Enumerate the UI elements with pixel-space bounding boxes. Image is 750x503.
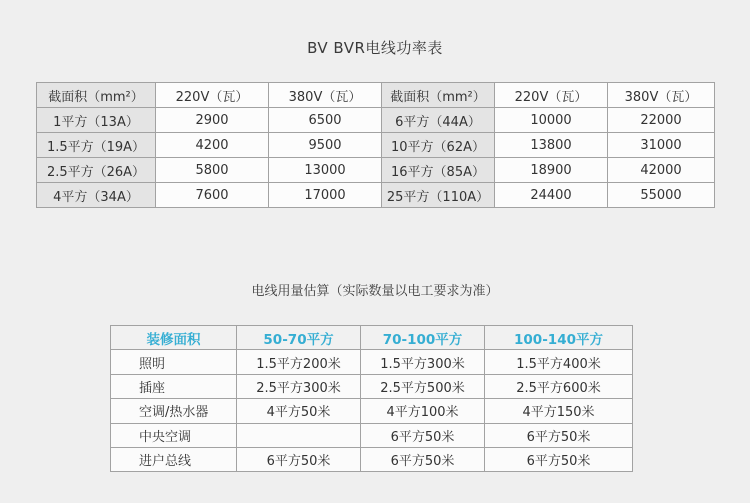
table-row	[111, 374, 633, 398]
table-row	[111, 350, 633, 374]
power-table-header-cell: 380V（瓦）	[269, 83, 382, 108]
usage-table-header-cell: 100-140平方	[485, 326, 633, 350]
usage-table	[110, 325, 633, 472]
usage-table-header-cell: 50-70平方	[237, 326, 361, 350]
power-table-cell: 13800	[495, 133, 608, 158]
table-row	[111, 326, 633, 350]
table-row	[37, 83, 715, 108]
usage-table-cell: 6平方50米	[361, 447, 485, 471]
power-table-cell: 22000	[608, 108, 715, 133]
usage-table-cell: 1.5平方300米	[361, 350, 485, 374]
power-table-cell: 18900	[495, 158, 608, 183]
usage-table-cell: 6平方50米	[361, 423, 485, 447]
power-table-cell: 31000	[608, 133, 715, 158]
table-row	[37, 158, 715, 183]
power-table-cell: 4平方（34A）	[37, 183, 156, 208]
power-table-header-cell: 220V（瓦）	[156, 83, 269, 108]
usage-table-cell: 中央空调	[111, 423, 237, 447]
usage-table-header-cell: 装修面积	[111, 326, 237, 350]
usage-table-cell: 6平方50米	[485, 447, 633, 471]
usage-table-cell: 空调/热水器	[111, 399, 237, 423]
power-table-cell: 25平方（110A）	[382, 183, 495, 208]
table-row	[111, 423, 633, 447]
usage-table-cell	[237, 423, 361, 447]
usage-table-cell: 插座	[111, 374, 237, 398]
power-table-cell: 2900	[156, 108, 269, 133]
power-table-cell: 2.5平方（26A）	[37, 158, 156, 183]
power-table-header-cell: 220V（瓦）	[495, 83, 608, 108]
usage-table-cell: 6平方50米	[237, 447, 361, 471]
power-table-cell: 7600	[156, 183, 269, 208]
usage-table-cell: 1.5平方200米	[237, 350, 361, 374]
table-row	[37, 108, 715, 133]
usage-table-cell: 2.5平方500米	[361, 374, 485, 398]
usage-table-header-cell: 70-100平方	[361, 326, 485, 350]
table-row	[37, 133, 715, 158]
power-table-cell: 16平方（85A）	[382, 158, 495, 183]
usage-table-cell: 照明	[111, 350, 237, 374]
power-table-cell: 42000	[608, 158, 715, 183]
power-table-cell: 13000	[269, 158, 382, 183]
usage-table-cell: 2.5平方300米	[237, 374, 361, 398]
power-table-cell: 6500	[269, 108, 382, 133]
power-table-cell: 55000	[608, 183, 715, 208]
page-title: BV BVR电线功率表	[307, 39, 443, 57]
power-table-header-cell: 截面积（mm²）	[382, 83, 495, 108]
power-table-cell: 1平方（13A）	[37, 108, 156, 133]
power-table-cell: 24400	[495, 183, 608, 208]
table-row	[111, 399, 633, 423]
power-table-cell: 5800	[156, 158, 269, 183]
usage-table-cell: 2.5平方600米	[485, 374, 633, 398]
power-table	[36, 82, 715, 208]
power-table-header-cell: 截面积（mm²）	[37, 83, 156, 108]
power-table-cell: 1.5平方（19A）	[37, 133, 156, 158]
table-row	[37, 183, 715, 208]
usage-table-cell: 6平方50米	[485, 423, 633, 447]
power-table-cell: 6平方（44A）	[382, 108, 495, 133]
power-table-cell: 17000	[269, 183, 382, 208]
power-table-cell: 10平方（62A）	[382, 133, 495, 158]
usage-table-cell: 进户总线	[111, 447, 237, 471]
usage-table-caption: 电线用量估算（实际数量以电工要求为准）	[251, 284, 499, 299]
usage-table-cell: 4平方100米	[361, 399, 485, 423]
usage-table-cell: 4平方150米	[485, 399, 633, 423]
usage-table-cell: 1.5平方400米	[485, 350, 633, 374]
table-row	[111, 447, 633, 471]
power-table-cell: 10000	[495, 108, 608, 133]
power-table-cell: 9500	[269, 133, 382, 158]
power-table-cell: 4200	[156, 133, 269, 158]
usage-table-cell: 4平方50米	[237, 399, 361, 423]
power-table-header-cell: 380V（瓦）	[608, 83, 715, 108]
